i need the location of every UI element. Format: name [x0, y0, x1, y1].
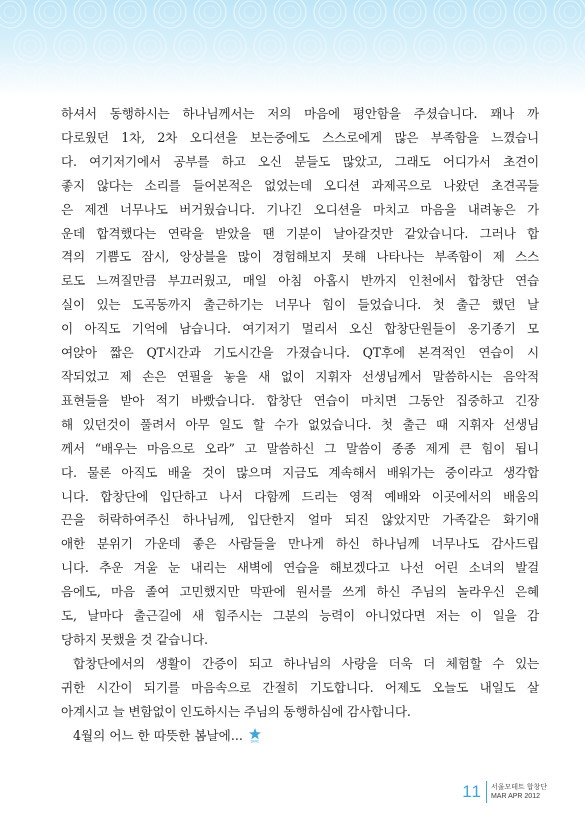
closing-text: 4월의 어느 한 따뜻한 봄날에...: [73, 727, 243, 743]
header-decoration: [0, 0, 585, 96]
text-line: 운데 합격했다는 연락을 받았을 땐 기분이 날아갈것만 같았습니다. 그러나 합: [61, 225, 539, 241]
text-line: 당하지 못했을 것 같습니다.: [61, 631, 208, 647]
paragraph-2: [61, 652, 539, 724]
text-line: 합창단에서의 생활이 간증이 되고 하나님의 사랑을 더욱 더 체험할 수 있는: [73, 655, 539, 671]
closing-line: [61, 724, 539, 748]
footer-divider: [486, 781, 487, 803]
page-number: 11: [462, 782, 482, 801]
text-line: 끈을 허락하여주신 하나님께, 입단한지 얼마 되진 않았지만 가족같은 화기애: [61, 512, 539, 528]
text-line: 실이 있는 도곡동까지 출근하기는 너무나 힘이 들었습니다. 첫 출근 했던 날: [61, 297, 539, 313]
text-line: 다. 여기저기에서 공부를 하고 오신 분들도 많았고, 그래도 어디가서 초견이: [61, 153, 539, 169]
text-line: 로도 느껴질만큼 부끄러웠고, 매일 아침 아홉시 반까지 인천에서 합창단 연습: [61, 273, 539, 289]
text-line: 좋지 않다는 소리를 들어본적은 없었는데 오디션 과제곡으로 나왔던 초견곡들: [61, 177, 539, 193]
choir-logo-icon: [247, 727, 263, 743]
text-line: 애한 분위기 가운데 좋은 사람들을 만나게 하신 하나님께 너무나도 감사드립: [61, 536, 539, 552]
text-line: 니다. 합창단에 입단하고 나서 다함께 드리는 영적 예배와 이곳에서의 배움의: [61, 488, 539, 504]
text-line: 니다. 추운 겨울 눈 내리는 새벽에 연습을 해보겠다고 나선 어린 소녀의 발걸: [61, 560, 539, 576]
text-line: 귀한 시간이 되기를 마음속으로 간절히 기도합니다. 어제도 오늘도 내일도 살: [61, 679, 539, 695]
page-footer: [462, 781, 547, 803]
text-line: 께서 “배우는 마음으로 오라” 고 말씀하신 그 말씀이 종종 제게 큰 힘이 됩니: [61, 440, 539, 456]
text-line: 여앉아 짧은 QT시간과 기도시간을 가졌습니다. QT후에 본격적인 연습이 시: [61, 345, 539, 361]
text-line: 아계시고 늘 변함없이 인도하시는 주님의 동행하심에 감사합니다.: [61, 703, 411, 719]
text-line: 음에도, 마음 졸여 고민했지만 막판에 원서를 쓰게 하신 주님의 놀라우신 은혜: [61, 584, 539, 600]
logo-text: SMC: [250, 738, 260, 743]
text-line: 도, 날마다 출근길에 새 힘주시는 그분의 능력이 아니었다면 저는 이 일을 감: [61, 608, 539, 624]
text-line: 다로웠던 1차, 2차 오디션을 보는중에도 스스로에게 많은 부족함을 느꼈습니: [61, 129, 539, 145]
publication-name: 서울모테트 합창단: [490, 784, 547, 791]
text-line: 해 있던것이 풀려서 아무 일도 할 수가 없었습니다. 첫 출근 때 지휘자 선생님: [61, 416, 539, 432]
paragraph-1: [61, 102, 539, 652]
text-line: 다. 물론 아직도 배울 것이 많으며 지금도 계속해서 배워가는 중이라고 생각합: [61, 464, 539, 480]
issue-label: MAR APR 2012: [490, 793, 540, 800]
text-line: 작되었고 제 손은 연필을 놓을 새 없이 지휘자 선생님께서 말씀하시는 음악적: [61, 368, 539, 384]
text-line: 이 아직도 기억에 남습니다. 여기저기 멀리서 오신 합창단원들이 옹기종기 모: [61, 321, 539, 337]
text-line: 은 제겐 너무나도 버거웠습니다. 기나긴 오디션을 마치고 마음을 내려놓은 가: [61, 201, 539, 217]
text-line: 하셔서 동행하시는 하나님께서는 저의 마음에 평안함을 주셨습니다. 꽤나 까: [61, 106, 539, 121]
text-line: 격의 기쁨도 잠시, 앙상블을 많이 경험해보지 못해 나타나는 부족함이 제 스스: [61, 249, 539, 265]
text-line: 표현들을 받아 적기 바빴습니다. 합창단 연습이 마치면 그동안 집중하고 긴장: [61, 392, 539, 408]
pattern-decoration: [0, 0, 585, 96]
article-body: [61, 102, 539, 747]
publication-info: [491, 783, 547, 801]
